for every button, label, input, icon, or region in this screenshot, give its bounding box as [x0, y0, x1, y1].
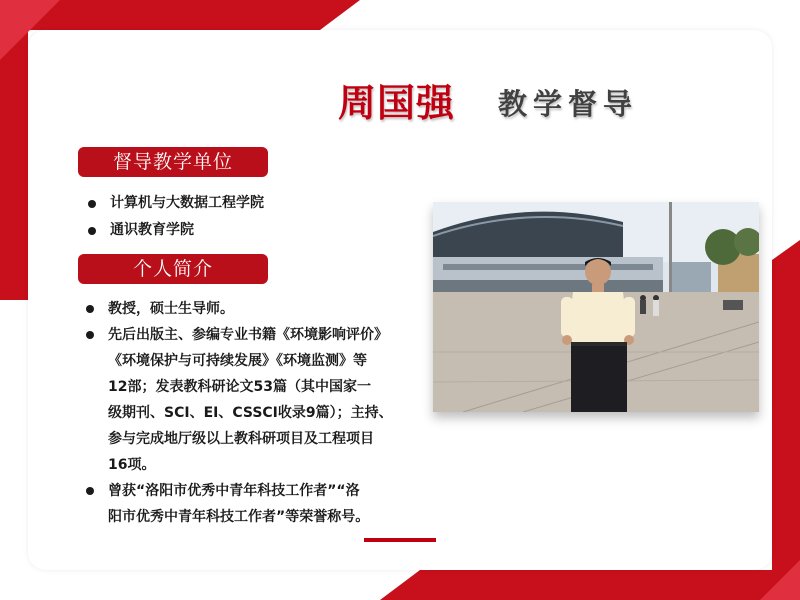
bio-line: 12部；发表教科研论文53篇（其中国家一	[108, 379, 371, 395]
unit-label: 通识教育学院	[110, 222, 194, 238]
bio-line: 16项。	[108, 457, 156, 473]
bio-section-header: 个人简介	[78, 254, 268, 284]
units-list	[84, 190, 344, 244]
bullet-dot-icon	[86, 305, 94, 313]
bio-line: 级期刊、SCI、EI、CSSCI收录9篇）；主持、	[108, 405, 393, 421]
bullet-dot-icon	[86, 331, 94, 339]
bio-list	[82, 296, 412, 530]
bio-line: 曾获“洛阳市优秀中青年科技工作者”“洛	[108, 483, 360, 499]
list-item	[82, 478, 412, 530]
bullet-dot-icon	[88, 227, 96, 235]
portrait-photo	[433, 202, 759, 412]
list-item	[82, 322, 412, 478]
person-name: 周国强	[338, 81, 456, 125]
bio-line: 参与完成地厅级以上教科研项目及工程项目	[108, 431, 374, 447]
bio-line: 阳市优秀中青年科技工作者”等荣誉称号。	[108, 509, 370, 525]
bullet-dot-icon	[86, 487, 94, 495]
person-role: 教学督导	[498, 87, 639, 121]
units-section-header: 督导教学单位	[78, 147, 268, 177]
bio-line: 先后出版主、参编专业书籍《环境影响评价》	[108, 327, 388, 343]
bio-line: 《环境保护与可持续发展》《环境监测》等	[108, 353, 367, 369]
list-item	[82, 296, 412, 322]
unit-label: 计算机与大数据工程学院	[110, 195, 264, 211]
decorative-bar	[364, 538, 436, 542]
list-item	[84, 217, 344, 244]
list-item	[84, 190, 344, 217]
bio-line: 教授，硕士生导师。	[108, 301, 234, 317]
bullet-dot-icon	[88, 200, 96, 208]
